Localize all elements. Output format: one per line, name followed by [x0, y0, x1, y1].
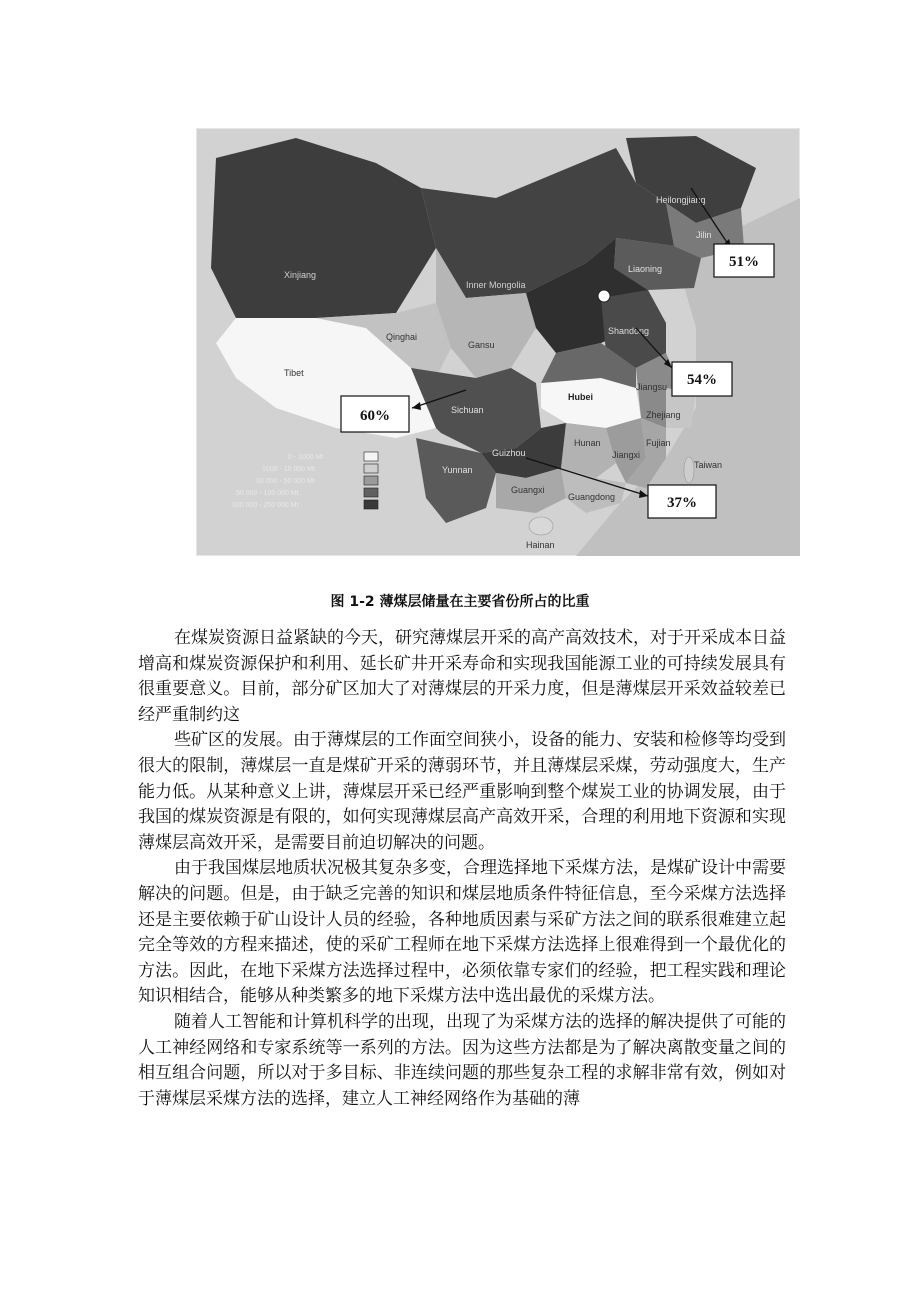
label-fujian: Fujian	[646, 438, 671, 448]
callout-label-51: 51%	[729, 254, 759, 270]
paragraph-3: 由于我国煤层地质状况极其复杂多变，合理选择地下采煤方法，是煤矿设计中需要解决的问题。但是，由于缺乏完善的知识和煤层地质条件特征信息，至今采煤方法选择还是主要依赖于矿山设计人员的经验，各种地质因素与采矿方法之间的联系很难建立起完全等效的方程来描述，使的采矿工程师在地下采煤方法选择上很难得到一个最优化的方法。因此，在地下采煤方法选择过程中，必须依靠专家们的经验，把工程实践和理论知识相结合，能够从种类繁多的地下采煤方法中选出最优的采煤方法。	[138, 858, 786, 1007]
label-hainan: Hainan	[526, 540, 555, 550]
callout-51	[714, 244, 774, 277]
hainan-island	[529, 517, 553, 535]
callout-label-60: 60%	[360, 408, 390, 424]
beijing-marker	[598, 290, 610, 302]
callout-60	[341, 396, 409, 432]
label-taiwan: Taiwan	[694, 460, 723, 470]
figure-caption: 图 1-2 薄煤层储量在主要省份所占的比重	[330, 594, 590, 610]
label-guangxi: Guangxi	[511, 485, 545, 495]
label-heilongjiang: Heilongjiang	[656, 195, 706, 205]
label-nei-mongol: Inner Mongolia	[466, 280, 526, 290]
legend-swatch-3	[364, 476, 378, 485]
legend-swatch-4	[364, 488, 378, 497]
body-text	[138, 626, 786, 1112]
label-hunan: Hunan	[574, 438, 601, 448]
paragraph-1: 在煤炭资源日益紧缺的今天，研究薄煤层开采的高产高效技术，对于开采成本日益增高和煤炭资源保护和利用、延长矿井开采寿命和实现我国能源工业的可持续发展具有很重要意义。目前，部分矿区加大了对薄煤层的开采力度，但是薄煤层开采效益较差已经严重制约这	[138, 628, 786, 725]
label-zhejiang: Zhejiang	[646, 410, 681, 420]
label-guizhou: Guizhou	[492, 448, 526, 458]
legend-label-2: 1000 - 10 000 Mt	[262, 466, 315, 473]
legend-label-1: 0 - 1000 Mt	[288, 454, 324, 461]
legend-swatch-5	[364, 500, 378, 509]
legend-label-3: 10 000 - 50 000 Mt	[256, 478, 315, 485]
coal-reserves-map-figure	[196, 128, 800, 556]
legend-swatch-2	[364, 464, 378, 473]
taiwan-island	[684, 457, 694, 483]
callout-54	[672, 362, 732, 396]
label-sichuan: Sichuan	[451, 405, 484, 415]
china-map	[196, 128, 800, 556]
label-shandong: Shandong	[608, 326, 650, 336]
label-tibet: Tibet	[284, 368, 304, 378]
label-yunnan: Yunnan	[442, 465, 473, 475]
legend-label-5: 100 000 - 250 000 Mt	[232, 502, 299, 509]
callout-label-37: 37%	[667, 495, 697, 511]
paragraph-4: 随着人工智能和计算机科学的出现，出现了为采煤方法的选择的解决提供了可能的人工神经网络和专家系统等一系列的方法。因为这些方法都是为了解决离散变量之间的相互组合问题，所以对于多目标、非连续问题的那些复杂工程的求解非常有效，例如对于薄煤层采煤方法的选择，建立人工神经网络作为基础的薄	[138, 1011, 786, 1109]
label-jilin: Jilin	[696, 230, 712, 240]
label-guangdong: Guangdong	[568, 492, 616, 502]
label-qinghai: Qinghai	[386, 332, 418, 342]
label-jiangsu: Jiangsu	[636, 382, 668, 392]
label-gansu: Gansu	[468, 340, 495, 350]
callout-label-54: 54%	[687, 372, 717, 388]
label-jiangxi: Jiangxi	[612, 450, 641, 460]
label-hubei: Hubei	[568, 392, 594, 402]
label-xinjiang: Xinjiang	[284, 270, 317, 280]
paragraph-2: 些矿区的发展。由于薄煤层的工作面空间狭小，设备的能力、安装和检修等均受到很大的限制，薄煤层一直是煤矿开采的薄弱环节，并且薄煤层采煤，劳动强度大，生产能力低。从某种意义上讲，薄煤层开采已经严重影响到整个煤炭工业的协调发展，由于我国的煤炭资源是有限的，如何实现薄煤层高产高效开采，合理的利用地下资源和实现薄煤层高效开采，是需要目前迫切解决的问题。	[138, 730, 786, 853]
callout-37	[648, 485, 716, 518]
legend-label-4: 50 000 - 100 000 Mt	[236, 490, 299, 497]
label-liaoning: Liaoning	[628, 264, 663, 274]
legend-swatch-1	[364, 452, 378, 461]
